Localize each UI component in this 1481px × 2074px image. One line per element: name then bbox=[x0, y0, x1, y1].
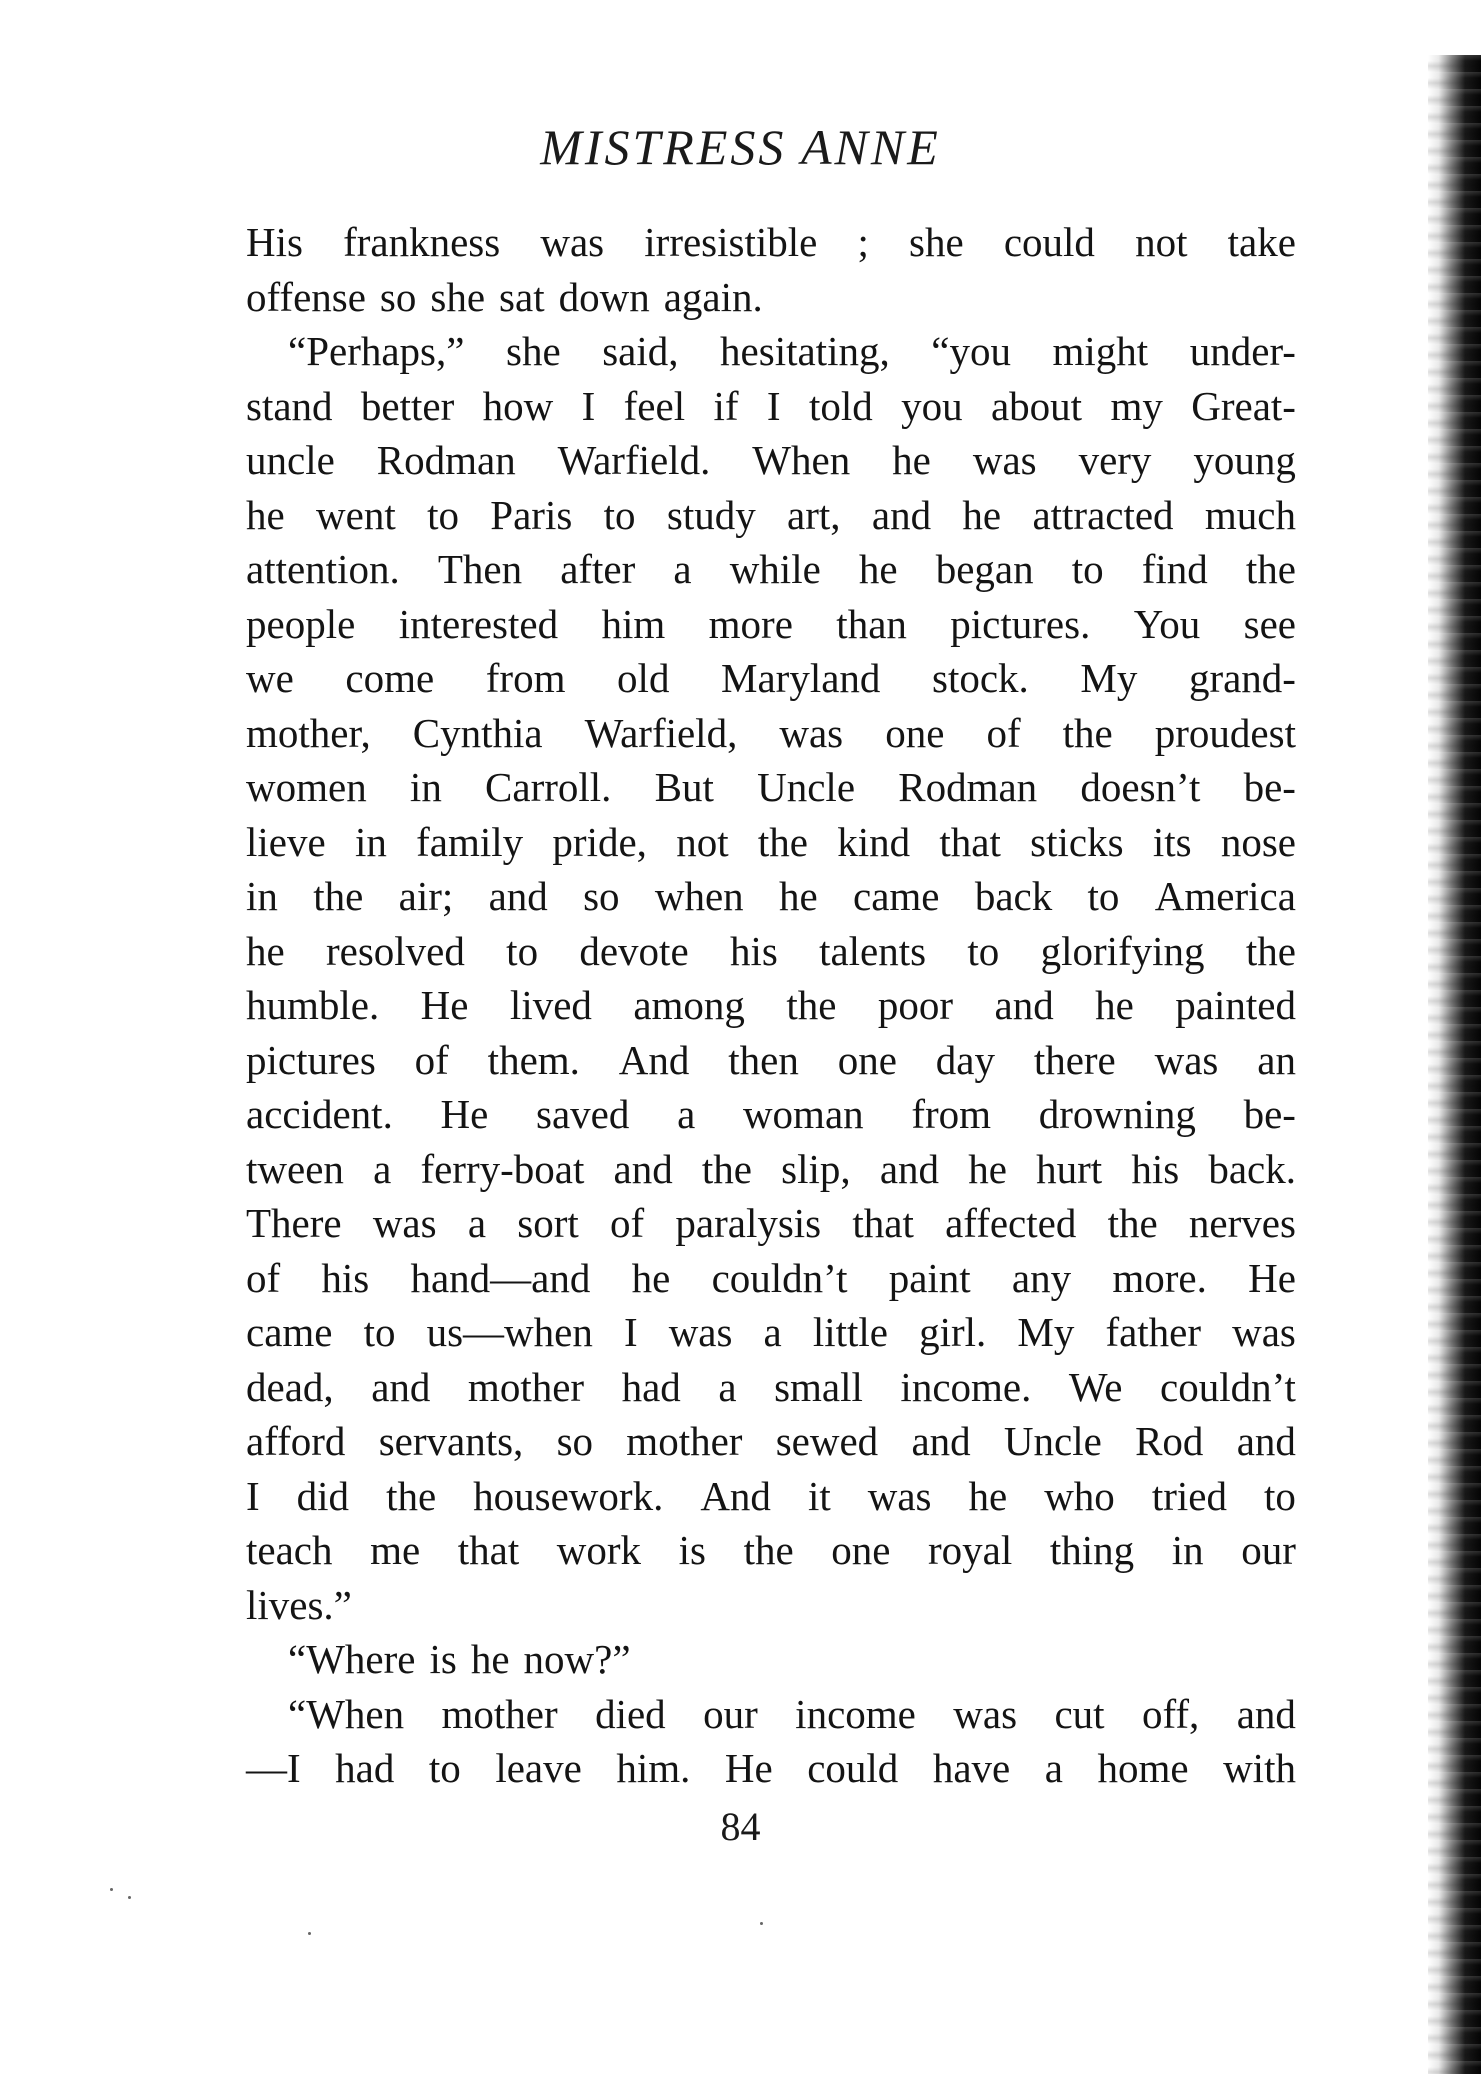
word: He bbox=[1248, 1254, 1296, 1301]
word: could bbox=[1003, 219, 1095, 265]
word: dead, bbox=[246, 1363, 334, 1410]
word: he bbox=[470, 1636, 510, 1682]
word: very bbox=[1078, 437, 1152, 483]
word: poor bbox=[877, 982, 954, 1028]
word: you bbox=[901, 382, 963, 429]
word: paralysis bbox=[675, 1200, 822, 1246]
paper-speck bbox=[128, 1896, 131, 1899]
word: me bbox=[370, 1527, 421, 1573]
word: “you bbox=[931, 328, 1011, 374]
word: a bbox=[718, 1363, 737, 1410]
word: and bbox=[488, 873, 548, 919]
text-line bbox=[246, 1523, 1296, 1578]
word: had bbox=[621, 1363, 681, 1410]
word: the bbox=[1062, 709, 1113, 756]
word: “When bbox=[288, 1690, 405, 1737]
word: I bbox=[766, 382, 781, 429]
word: And bbox=[700, 1472, 771, 1519]
word: couldn’t bbox=[1160, 1363, 1296, 1410]
word: about bbox=[990, 382, 1083, 429]
running-head: MISTRESS ANNE bbox=[540, 119, 941, 175]
word: There bbox=[246, 1200, 342, 1246]
word: that bbox=[939, 818, 1001, 865]
body-text bbox=[246, 215, 1296, 1796]
word: take bbox=[1227, 219, 1296, 265]
word: was bbox=[1154, 1036, 1219, 1083]
word: from bbox=[911, 1091, 992, 1137]
word: When bbox=[752, 437, 851, 483]
word: He bbox=[724, 1745, 773, 1791]
word: study bbox=[666, 491, 756, 538]
word: now?” bbox=[523, 1636, 631, 1682]
word: his bbox=[1131, 1145, 1180, 1192]
word: the bbox=[1245, 546, 1296, 592]
word: not bbox=[1135, 219, 1188, 265]
word: saved bbox=[536, 1091, 630, 1137]
word: afford bbox=[246, 1418, 346, 1464]
word: woman bbox=[742, 1091, 864, 1137]
word: kind bbox=[837, 818, 911, 865]
word: small bbox=[774, 1363, 863, 1410]
word: an bbox=[1257, 1036, 1296, 1083]
word: thing bbox=[1049, 1527, 1135, 1573]
word: nose bbox=[1220, 818, 1296, 865]
word: our bbox=[703, 1690, 758, 1737]
word: He bbox=[420, 982, 469, 1028]
word: resolved bbox=[325, 927, 465, 974]
word: income. bbox=[900, 1363, 1032, 1410]
word: was bbox=[779, 709, 844, 756]
word: mother, bbox=[246, 709, 371, 756]
word: sort bbox=[517, 1200, 579, 1246]
word: went bbox=[316, 491, 396, 538]
text-line bbox=[246, 924, 1296, 979]
word: not bbox=[676, 818, 729, 865]
word: the bbox=[1107, 1200, 1158, 1246]
text-line bbox=[246, 597, 1296, 652]
word: uncle bbox=[246, 437, 335, 483]
page-number: 84 bbox=[720, 1804, 761, 1849]
word: frankness bbox=[343, 219, 501, 265]
word: died bbox=[595, 1690, 666, 1737]
word: we bbox=[246, 655, 294, 701]
word: he bbox=[858, 546, 898, 592]
word: there bbox=[1033, 1036, 1116, 1083]
word: to bbox=[506, 927, 539, 974]
text-line bbox=[246, 651, 1296, 706]
text-line bbox=[246, 270, 1296, 325]
word: any bbox=[1011, 1254, 1072, 1301]
word: back. bbox=[1208, 1145, 1296, 1192]
page-edge-shadow bbox=[1428, 55, 1481, 2074]
word: and bbox=[1236, 1418, 1296, 1464]
word: day bbox=[935, 1036, 995, 1083]
word: down bbox=[558, 273, 650, 320]
word: to bbox=[427, 491, 459, 538]
word: was bbox=[867, 1472, 932, 1519]
word: he bbox=[246, 927, 285, 974]
word: did bbox=[296, 1472, 350, 1519]
word: more. bbox=[1112, 1254, 1207, 1301]
word: work bbox=[556, 1527, 642, 1573]
word: from bbox=[485, 655, 566, 701]
text-line bbox=[246, 488, 1296, 543]
text-line bbox=[246, 978, 1296, 1033]
word: Uncle bbox=[1003, 1418, 1102, 1464]
word: after bbox=[560, 546, 636, 592]
text-line bbox=[246, 1305, 1296, 1360]
word: the bbox=[757, 818, 808, 865]
word: You bbox=[1133, 600, 1201, 647]
text-line bbox=[246, 869, 1296, 924]
text-line bbox=[246, 215, 1296, 270]
text-line bbox=[246, 1741, 1296, 1796]
word: young bbox=[1193, 437, 1296, 483]
word: talents bbox=[819, 927, 927, 974]
word: was bbox=[668, 1309, 733, 1355]
paper-speck bbox=[110, 1888, 113, 1891]
word: he bbox=[962, 491, 1002, 538]
text-line bbox=[246, 1142, 1296, 1197]
word: stand bbox=[246, 382, 333, 429]
word: much bbox=[1204, 491, 1296, 538]
word: Uncle bbox=[757, 764, 856, 810]
word: was bbox=[953, 1690, 1018, 1737]
word: his bbox=[321, 1254, 370, 1301]
word: was bbox=[1232, 1309, 1296, 1355]
word: little bbox=[812, 1309, 888, 1355]
word: came bbox=[246, 1309, 333, 1355]
word: with bbox=[1223, 1745, 1296, 1791]
word: air; bbox=[398, 873, 454, 919]
word: to bbox=[967, 927, 1000, 974]
word: more bbox=[708, 600, 793, 647]
word: glorifying bbox=[1040, 927, 1205, 974]
text-line bbox=[246, 1632, 1296, 1687]
text-line bbox=[246, 1196, 1296, 1251]
word: attracted bbox=[1032, 491, 1174, 538]
word: lives.” bbox=[246, 1581, 352, 1628]
word: his bbox=[729, 927, 778, 974]
word: But bbox=[654, 764, 714, 810]
word: than bbox=[836, 600, 907, 647]
word: to bbox=[1087, 873, 1120, 919]
word: come bbox=[345, 655, 435, 701]
word: royal bbox=[928, 1527, 1013, 1573]
word: see bbox=[1243, 600, 1296, 647]
word: teach bbox=[246, 1527, 333, 1573]
word: of bbox=[986, 709, 1021, 756]
word: in bbox=[1171, 1527, 1204, 1573]
word: is bbox=[678, 1527, 706, 1573]
text-line bbox=[246, 706, 1296, 761]
word: had bbox=[335, 1745, 395, 1791]
word: it bbox=[807, 1472, 831, 1519]
word: proudest bbox=[1154, 709, 1296, 756]
word: came bbox=[853, 873, 940, 919]
word: Rod bbox=[1135, 1418, 1204, 1464]
word: sewed bbox=[775, 1418, 879, 1464]
word: couldn’t bbox=[711, 1254, 848, 1301]
word: art, bbox=[787, 491, 841, 538]
word: he bbox=[892, 437, 931, 483]
word: accident. bbox=[246, 1091, 393, 1137]
word: women bbox=[246, 764, 367, 810]
word: he bbox=[1095, 982, 1134, 1028]
paper-speck bbox=[308, 1932, 311, 1935]
word: of bbox=[246, 1254, 281, 1301]
word: ; bbox=[857, 219, 869, 265]
word: offense bbox=[246, 273, 366, 320]
text-line bbox=[246, 1578, 1296, 1633]
word: my bbox=[1110, 382, 1163, 429]
word: told bbox=[808, 382, 873, 429]
word: a bbox=[763, 1309, 782, 1355]
word: one bbox=[885, 709, 945, 756]
word: in bbox=[246, 873, 278, 919]
word: so bbox=[556, 1418, 594, 1464]
text-line bbox=[246, 1469, 1296, 1524]
word: and bbox=[613, 1145, 673, 1192]
word: one bbox=[837, 1036, 897, 1083]
word: said, bbox=[602, 328, 679, 374]
word: to bbox=[363, 1309, 396, 1355]
word: I bbox=[623, 1309, 638, 1355]
word: home bbox=[1097, 1745, 1189, 1791]
word: a bbox=[673, 546, 692, 592]
word: hand—and bbox=[410, 1254, 591, 1301]
word: was bbox=[540, 219, 605, 265]
text-line bbox=[246, 1087, 1296, 1142]
word: family bbox=[416, 818, 524, 865]
word: and bbox=[871, 491, 932, 538]
word: one bbox=[831, 1527, 891, 1573]
word: if bbox=[713, 382, 739, 429]
text-line bbox=[246, 760, 1296, 815]
word: old bbox=[617, 655, 670, 701]
word: Great- bbox=[1191, 382, 1296, 429]
word: so bbox=[379, 273, 417, 320]
word: of bbox=[610, 1200, 645, 1246]
word: him. bbox=[616, 1745, 691, 1791]
word: that bbox=[852, 1200, 914, 1246]
word: His bbox=[246, 219, 303, 265]
word: feel bbox=[623, 382, 686, 429]
word: tried bbox=[1151, 1472, 1227, 1519]
word: he bbox=[968, 1145, 1007, 1192]
word: him bbox=[601, 600, 666, 647]
word: leave bbox=[495, 1745, 582, 1791]
word: “Where bbox=[288, 1636, 416, 1682]
word: the bbox=[743, 1527, 794, 1573]
word: My bbox=[1017, 1309, 1075, 1355]
word: to bbox=[1071, 546, 1104, 592]
word: hesitating, bbox=[720, 328, 890, 374]
word: girl. bbox=[919, 1309, 987, 1355]
word: pictures. bbox=[950, 600, 1091, 647]
word: a bbox=[677, 1091, 696, 1137]
word: and bbox=[371, 1363, 431, 1410]
word: the bbox=[701, 1145, 752, 1192]
word: mother bbox=[467, 1363, 585, 1410]
word: Maryland bbox=[721, 655, 881, 701]
word: while bbox=[729, 546, 821, 592]
word: in bbox=[409, 764, 442, 810]
word: Carroll. bbox=[485, 764, 612, 810]
word: and bbox=[911, 1418, 971, 1464]
word: how bbox=[482, 382, 554, 429]
word: Cynthia bbox=[412, 709, 543, 756]
text-line bbox=[246, 1251, 1296, 1306]
word: our bbox=[1241, 1527, 1296, 1573]
word: in bbox=[354, 818, 387, 865]
word: Rodman bbox=[898, 764, 1038, 810]
word: grand- bbox=[1188, 655, 1296, 701]
word: hurt bbox=[1036, 1145, 1103, 1192]
word: of bbox=[414, 1036, 449, 1083]
word: have bbox=[932, 1745, 1011, 1791]
word: was bbox=[372, 1200, 437, 1246]
word: humble. bbox=[246, 982, 380, 1028]
word: is bbox=[429, 1636, 457, 1682]
word: the bbox=[1245, 927, 1296, 974]
word: slip, bbox=[781, 1145, 851, 1192]
word: he bbox=[246, 491, 285, 538]
word: And bbox=[618, 1036, 690, 1083]
word: so bbox=[583, 873, 620, 919]
word: father bbox=[1105, 1309, 1202, 1355]
word: painted bbox=[1175, 982, 1296, 1028]
word: and bbox=[1236, 1690, 1296, 1737]
word: the bbox=[386, 1472, 437, 1519]
word: she bbox=[430, 273, 486, 320]
word: stock. bbox=[932, 655, 1029, 701]
word: he bbox=[779, 873, 818, 919]
word: interested bbox=[398, 600, 559, 647]
word: ferry-boat bbox=[420, 1145, 585, 1192]
word: lieve bbox=[246, 818, 326, 865]
word: he bbox=[631, 1254, 671, 1301]
word: off, bbox=[1141, 1690, 1200, 1737]
word: housework. bbox=[473, 1472, 664, 1519]
word: irresistible bbox=[644, 219, 818, 265]
word: income bbox=[795, 1690, 916, 1737]
word: attention. bbox=[246, 546, 400, 592]
text-line bbox=[246, 815, 1296, 870]
word: mother bbox=[626, 1418, 743, 1464]
word: a bbox=[373, 1145, 392, 1192]
word: them. bbox=[487, 1036, 580, 1083]
word: among bbox=[633, 982, 745, 1028]
word: a bbox=[1044, 1745, 1063, 1791]
word: could bbox=[807, 1745, 899, 1791]
word: drowning bbox=[1038, 1091, 1196, 1137]
word: Warfield. bbox=[557, 437, 711, 483]
text-line bbox=[246, 379, 1296, 434]
word: affected bbox=[945, 1200, 1077, 1246]
word: I bbox=[246, 1472, 260, 1519]
word: she bbox=[506, 328, 561, 374]
paper-speck bbox=[760, 1922, 763, 1925]
word: find bbox=[1141, 546, 1208, 592]
word: Paris bbox=[490, 491, 573, 538]
text-line bbox=[246, 542, 1296, 597]
text-line bbox=[246, 1360, 1296, 1415]
word: mother bbox=[441, 1690, 558, 1737]
text-line bbox=[246, 1687, 1296, 1742]
word: —I bbox=[246, 1745, 301, 1791]
word: cut bbox=[1054, 1690, 1105, 1737]
word: be- bbox=[1243, 1091, 1296, 1137]
word: We bbox=[1068, 1363, 1123, 1410]
word: tween bbox=[246, 1145, 344, 1192]
word: the bbox=[313, 873, 364, 919]
word: when bbox=[654, 873, 744, 919]
word: lived bbox=[509, 982, 592, 1028]
text-line bbox=[246, 1033, 1296, 1088]
word: was bbox=[972, 437, 1037, 483]
word: then bbox=[728, 1036, 799, 1083]
word: Warfield, bbox=[584, 709, 738, 756]
word: Then bbox=[437, 546, 523, 592]
word: that bbox=[457, 1527, 520, 1573]
word: and bbox=[994, 982, 1054, 1028]
word: people bbox=[246, 600, 356, 647]
word: under- bbox=[1189, 328, 1296, 374]
text-line bbox=[246, 433, 1296, 488]
word: My bbox=[1080, 655, 1138, 701]
word: pride, bbox=[552, 818, 647, 865]
word: to bbox=[603, 491, 636, 538]
word: nerves bbox=[1188, 1200, 1296, 1246]
text-line bbox=[246, 324, 1296, 379]
word: back bbox=[974, 873, 1053, 919]
word: a bbox=[467, 1200, 487, 1246]
word: He bbox=[440, 1091, 489, 1137]
word: to bbox=[1263, 1472, 1296, 1519]
word: devote bbox=[579, 927, 689, 974]
word: to bbox=[428, 1745, 461, 1791]
word: began bbox=[935, 546, 1034, 592]
word: he bbox=[968, 1472, 1008, 1519]
word: Rodman bbox=[376, 437, 516, 483]
word: “Perhaps,” bbox=[288, 328, 465, 374]
word: sticks bbox=[1030, 818, 1124, 865]
word: be- bbox=[1243, 764, 1296, 810]
word: paint bbox=[888, 1254, 971, 1301]
word: its bbox=[1152, 818, 1192, 865]
word: who bbox=[1044, 1472, 1115, 1519]
word: doesn’t bbox=[1080, 764, 1201, 810]
word: us—when bbox=[426, 1309, 593, 1355]
word: I bbox=[581, 382, 596, 429]
word: and bbox=[879, 1145, 940, 1192]
word: better bbox=[360, 382, 455, 429]
word: pictures bbox=[246, 1036, 376, 1083]
text-line bbox=[246, 1414, 1296, 1469]
word: she bbox=[909, 219, 964, 265]
word: again. bbox=[663, 273, 763, 320]
word: America bbox=[1154, 873, 1296, 919]
word: servants, bbox=[378, 1418, 524, 1464]
word: sat bbox=[499, 273, 545, 320]
word: might bbox=[1052, 328, 1149, 374]
word: the bbox=[786, 982, 837, 1028]
